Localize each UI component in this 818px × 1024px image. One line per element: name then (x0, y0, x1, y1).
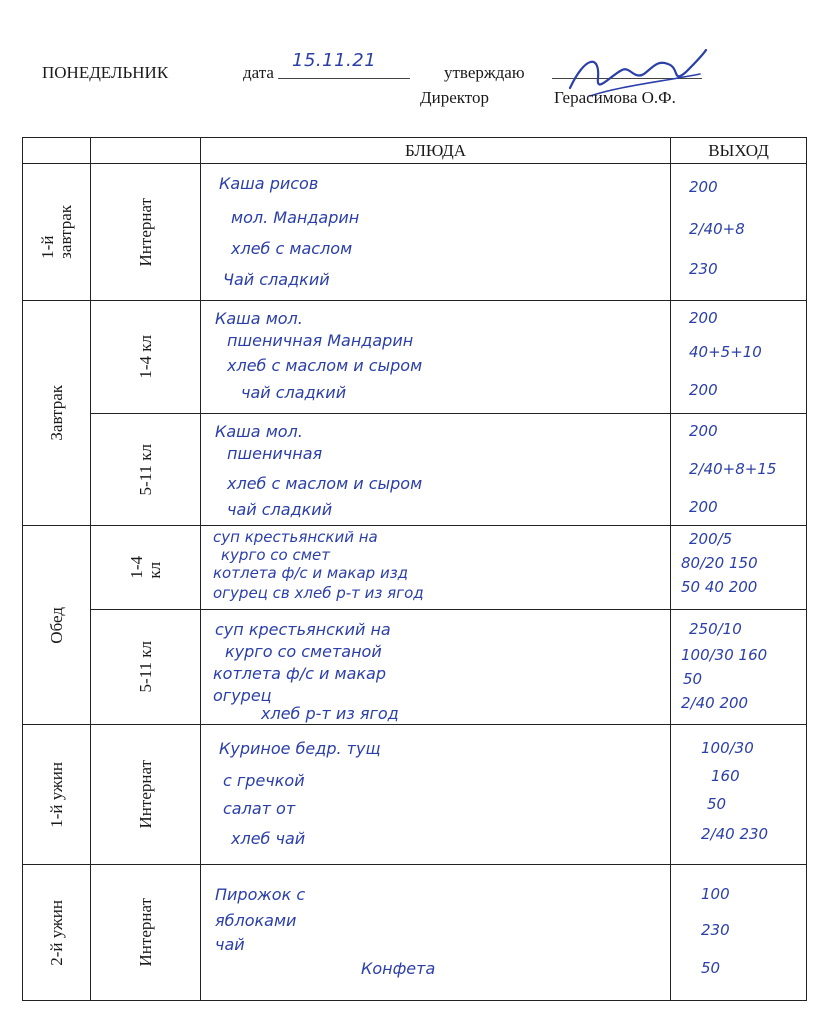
meal-label: Обед (46, 606, 66, 644)
output-value: 100/30 160 (681, 646, 768, 664)
dish-line: Куриное бедр. тущ (219, 739, 381, 758)
dish-line: курго со смет (221, 546, 331, 564)
dish-line: Каша мол. (215, 309, 303, 328)
dishes-cell (201, 526, 671, 610)
dish-line: Каша мол. (215, 422, 303, 441)
table-row (23, 414, 807, 526)
meal-label: 2-й ужин (46, 899, 66, 966)
dish-line: Пирожок с (215, 885, 306, 904)
output-cell (671, 164, 807, 301)
output-value: 100 (701, 885, 730, 903)
meal-label: Завтрак (46, 385, 66, 441)
director-name: Герасимова О.Ф. (554, 88, 676, 107)
group-cell (91, 301, 201, 414)
output-value: 250/10 (689, 620, 742, 638)
output-value: 50 (707, 795, 727, 813)
group-cell (91, 610, 201, 725)
dish-line: Конфета (361, 959, 436, 978)
table-row (23, 526, 807, 610)
output-value: 200/5 (689, 530, 733, 548)
dishes-cell (201, 725, 671, 865)
column-header-dishes: БЛЮДА (201, 138, 671, 164)
output-cell (671, 610, 807, 725)
group-cell (91, 526, 201, 610)
dish-line: котлета ф/с и макар (213, 664, 386, 683)
meal-label: 1-й ужин (46, 761, 66, 828)
dish-line: чай сладкий (227, 500, 333, 519)
dish-line: яблоками (215, 911, 297, 930)
approve-label: утверждаю (444, 63, 525, 82)
output-value: 230 (689, 260, 718, 278)
dish-line: хлеб чай (231, 829, 306, 848)
output-value: 160 (711, 767, 740, 785)
output-cell (671, 301, 807, 414)
group-label: 5-11 кл (135, 641, 155, 693)
group-label: Интернат (135, 898, 155, 967)
group-label: 1-4 кл (135, 335, 155, 379)
dish-line: котлета ф/с и макар изд (213, 564, 409, 582)
meal-cell (23, 301, 91, 526)
dish-line: пшеничная Мандарин (227, 331, 414, 350)
output-value: 50 (701, 959, 721, 977)
output-value: 200 (689, 309, 718, 327)
dish-line: Чай сладкий (223, 270, 330, 289)
meal-cell (23, 865, 91, 1001)
table-row (23, 164, 807, 301)
group-label: Интернат (135, 760, 155, 829)
date-underline (278, 78, 410, 79)
dishes-cell (201, 301, 671, 414)
dish-line: Каша рисов (219, 174, 319, 193)
dishes-cell (201, 164, 671, 301)
output-value: 2/40+8 (689, 220, 745, 238)
group-label: 1-4 кл (126, 556, 164, 579)
output-cell (671, 414, 807, 526)
output-value: 200 (689, 498, 718, 516)
dish-line: хлеб с маслом (231, 239, 353, 258)
dish-line: чай (215, 935, 245, 954)
group-label: 5-11 кл (135, 443, 155, 496)
dish-line: с гречкой (223, 771, 305, 790)
output-value: 100/30 (701, 739, 754, 757)
header-empty-meal (23, 138, 91, 164)
output-value: 2/40 230 (701, 825, 769, 843)
group-cell (91, 164, 201, 301)
table-row (23, 865, 807, 1001)
column-header-output: ВЫХОД (671, 138, 807, 164)
dish-line: суп крестьянский на (213, 528, 378, 546)
group-cell (91, 725, 201, 865)
header-empty-group (91, 138, 201, 164)
table-row (23, 610, 807, 725)
dish-line: салат от (223, 799, 296, 818)
dish-line: пшеничная (227, 444, 323, 463)
meal-cell (23, 526, 91, 725)
dish-line: хлеб с маслом и сыром (227, 474, 423, 493)
dish-line: мол. Мандарин (231, 208, 360, 227)
menu-table (22, 137, 807, 1001)
output-value: 2/40+8+15 (689, 460, 777, 478)
meal-label: 1-й завтрак (37, 205, 75, 259)
output-value: 200 (689, 381, 718, 399)
output-cell (671, 526, 807, 610)
director-position: Директор (420, 88, 489, 107)
output-value: 200 (689, 178, 718, 196)
meal-cell (23, 164, 91, 301)
output-value: 2/40 200 (681, 694, 749, 712)
date-label: дата (243, 63, 274, 82)
dishes-cell (201, 865, 671, 1001)
table-header-row (23, 138, 807, 164)
dish-line: чай сладкий (241, 383, 347, 402)
output-value: 200 (689, 422, 718, 440)
group-cell (91, 414, 201, 526)
meal-cell (23, 725, 91, 865)
date-value: 15.11.21 (292, 50, 377, 71)
dish-line: хлеб с маслом и сыром (227, 356, 423, 375)
output-value: 50 40 200 (681, 578, 758, 596)
dish-line: курго со сметаной (225, 642, 382, 661)
dish-line: хлеб р-т из ягод (261, 704, 399, 723)
output-value: 50 (683, 670, 703, 688)
output-cell (671, 725, 807, 865)
group-label: Интернат (135, 197, 155, 267)
day-title: ПОНЕДЕЛЬНИК (42, 63, 169, 82)
output-cell (671, 865, 807, 1001)
dish-line: суп крестьянский на (215, 620, 391, 639)
dish-line: огурец (213, 686, 272, 705)
dish-line: огурец св хлеб р-т из ягод (213, 584, 424, 602)
output-value: 40+5+10 (689, 343, 762, 361)
group-cell (91, 865, 201, 1001)
dishes-cell (201, 610, 671, 725)
dishes-cell (201, 414, 671, 526)
output-value: 80/20 150 (681, 554, 758, 572)
table-row (23, 725, 807, 865)
output-value: 230 (701, 921, 730, 939)
table-row (23, 301, 807, 414)
